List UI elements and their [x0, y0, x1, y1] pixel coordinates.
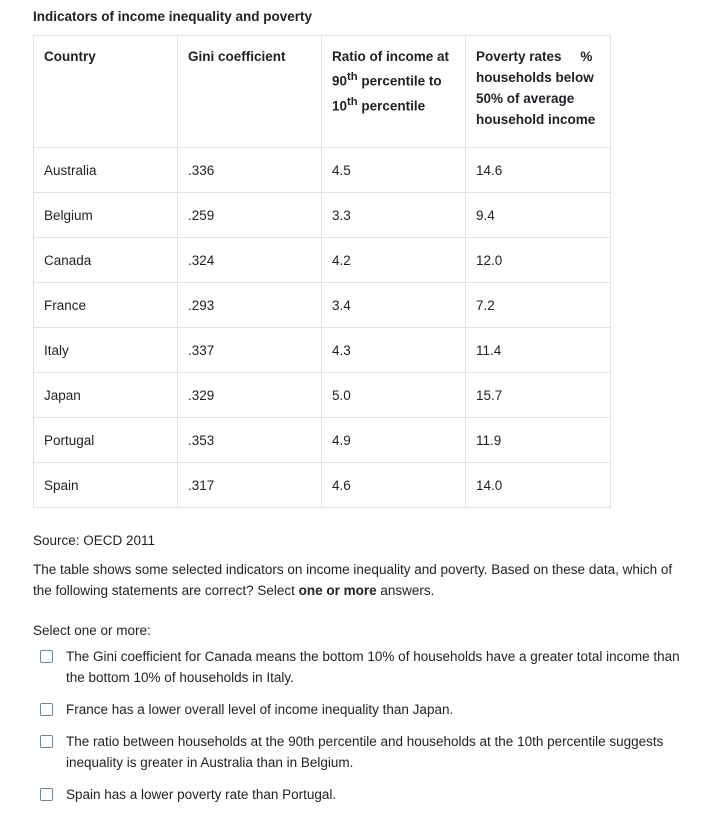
- answer-option[interactable]: [40, 699, 690, 720]
- answer-option-text: France has a lower overall level of income inequality than Japan.: [66, 702, 454, 717]
- cell-ratio: 4.2: [322, 238, 466, 283]
- cell-country: Italy: [34, 328, 178, 373]
- table-title: Indicators of income inequality and poverty: [33, 9, 313, 24]
- answer-option-text: The ratio between households at the 90th percentile and households at the 10th percentile suggests inequality is greater in Australia than in Belgium.: [66, 734, 664, 770]
- cell-poverty: 14.0: [466, 463, 611, 508]
- answer-checkbox[interactable]: [40, 650, 53, 663]
- header-gini: [178, 36, 322, 148]
- cell-ratio: 4.9: [322, 418, 466, 463]
- header-ratio-num1: 90: [332, 73, 348, 89]
- cell-country: France: [34, 283, 178, 328]
- cell-ratio: 5.0: [322, 373, 466, 418]
- select-label: Select one or more:: [33, 623, 151, 638]
- cell-country: Belgium: [34, 193, 178, 238]
- indicators-table: [33, 35, 611, 508]
- answer-option-text: Spain has a lower poverty rate than Portugal.: [66, 787, 337, 802]
- cell-poverty: 14.6: [466, 148, 611, 193]
- cell-gini: .293: [178, 283, 322, 328]
- cell-gini: .336: [178, 148, 322, 193]
- table-row: [34, 193, 611, 238]
- table-row: [34, 238, 611, 283]
- answer-checkbox[interactable]: [40, 788, 53, 801]
- cell-ratio: 3.4: [322, 283, 466, 328]
- header-ratio: [322, 36, 466, 148]
- table-row: [34, 283, 611, 328]
- cell-country: Spain: [34, 463, 178, 508]
- cell-poverty: 9.4: [466, 193, 611, 238]
- header-ratio-pre: Ratio of income at: [332, 49, 450, 64]
- header-ratio-mid: percentile to: [357, 73, 442, 89]
- cell-gini: .259: [178, 193, 322, 238]
- cell-country: Canada: [34, 238, 178, 283]
- question-part2: answers.: [376, 583, 435, 598]
- answer-option[interactable]: [40, 731, 690, 773]
- header-country: [34, 36, 178, 148]
- cell-poverty: 11.4: [466, 328, 611, 373]
- cell-gini: .353: [178, 418, 322, 463]
- header-ratio-num2: 10: [332, 98, 348, 113]
- answer-option-text: The Gini coefficient for Canada means the bottom 10% of households have a greater total income than the bottom 10% of households in Italy.: [66, 649, 680, 685]
- cell-country: Portugal: [34, 418, 178, 463]
- cell-country: Japan: [34, 373, 178, 418]
- question-bold: one or more: [298, 583, 377, 598]
- question-part1: The table shows some selected indicators on income inequality and poverty. Based on these data, which of the following statements are correct? Select: [33, 562, 673, 598]
- header-ratio-post: percentile: [357, 98, 426, 113]
- cell-gini: .324: [178, 238, 322, 283]
- table-row: [34, 373, 611, 418]
- header-poverty-c: households below 50% of average household income: [476, 70, 596, 127]
- cell-gini: .337: [178, 328, 322, 373]
- cell-ratio: 4.5: [322, 148, 466, 193]
- answer-option[interactable]: [40, 646, 690, 688]
- table-row: [34, 418, 611, 463]
- cell-ratio: 4.3: [322, 328, 466, 373]
- header-poverty-a: Poverty rates: [476, 49, 562, 64]
- cell-ratio: 3.3: [322, 193, 466, 238]
- table-row: [34, 148, 611, 193]
- cell-country: Australia: [34, 148, 178, 193]
- cell-poverty: 15.7: [466, 373, 611, 418]
- answer-checkbox[interactable]: [40, 703, 53, 716]
- header-country-label: Country: [44, 49, 96, 64]
- header-gini-label: Gini coefficient: [188, 49, 286, 64]
- table-header-row: [34, 36, 611, 148]
- source-note: Source: OECD 2011: [33, 533, 156, 548]
- table-row: [34, 328, 611, 373]
- cell-poverty: 12.0: [466, 238, 611, 283]
- cell-ratio: 4.6: [322, 463, 466, 508]
- cell-poverty: 11.9: [466, 418, 611, 463]
- table-row: [34, 463, 611, 508]
- question-text: [33, 559, 693, 601]
- header-poverty: [466, 36, 611, 148]
- cell-poverty: 7.2: [466, 283, 611, 328]
- header-ratio-sup1: th: [347, 71, 358, 83]
- header-ratio-sup2: th: [347, 95, 358, 108]
- table-body: [34, 148, 611, 508]
- header-poverty-b: %: [580, 49, 593, 64]
- answer-options: [40, 646, 690, 816]
- cell-gini: .317: [178, 463, 322, 508]
- answer-option[interactable]: [40, 784, 690, 805]
- answer-checkbox[interactable]: [40, 735, 53, 748]
- cell-gini: .329: [178, 373, 322, 418]
